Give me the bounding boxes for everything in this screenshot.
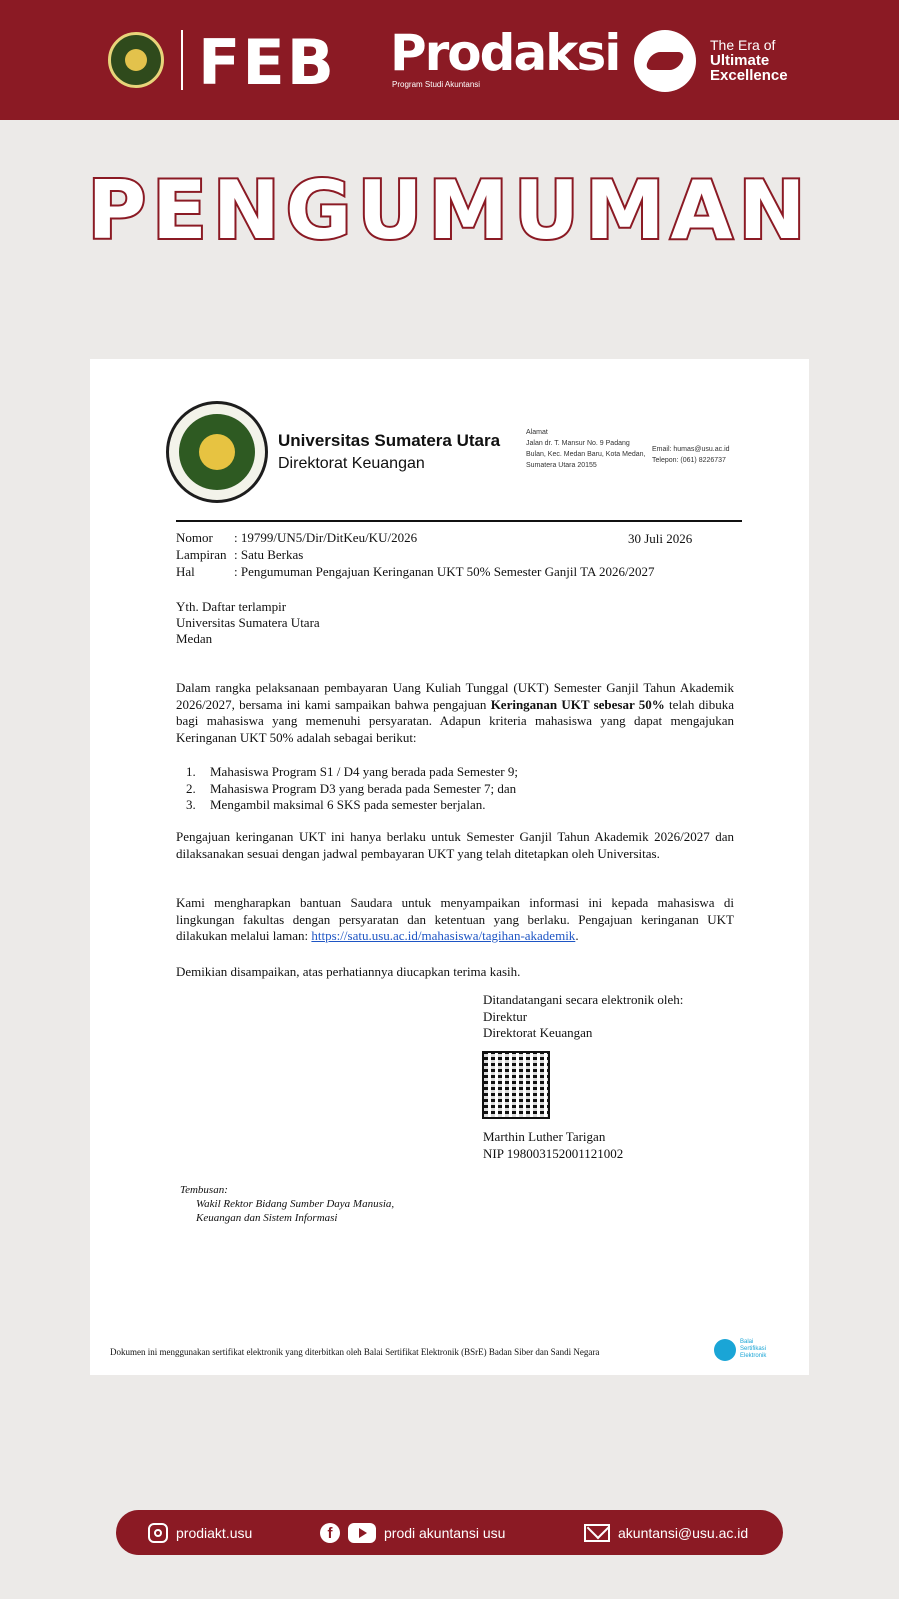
- header-rule: [176, 520, 742, 522]
- meta-hal: [176, 564, 655, 580]
- list-text: Mahasiswa Program S1 / D4 yang berada pada Semester 9;: [210, 764, 518, 779]
- mail-icon: [584, 1524, 610, 1542]
- list-item: [186, 781, 518, 798]
- email-contact[interactable]: [584, 1510, 748, 1555]
- list-item: [186, 764, 518, 781]
- tagihan-link[interactable]: https://satu.usu.ac.id/mahasiswa/tagihan-akademik: [311, 928, 576, 943]
- faculty-logo: FEB: [198, 26, 336, 99]
- era-hand-icon: [634, 30, 696, 92]
- recipient-line-2: Universitas Sumatera Utara: [176, 615, 320, 630]
- copy-recipients: [180, 1183, 394, 1225]
- cc-line-2: Keuangan dan Sistem Informasi: [196, 1212, 338, 1224]
- youtube-icon: [348, 1523, 376, 1543]
- social-handle: prodi akuntansi usu: [384, 1524, 506, 1541]
- cc-line-1: Wakil Rektor Bidang Sumber Daya Manusia,: [196, 1198, 395, 1210]
- signature-block: [483, 992, 683, 1042]
- era-line-3: Excellence: [710, 67, 788, 84]
- recipient-line-3: Medan: [176, 631, 213, 646]
- request-text-a: Kami mengharapkan bantuan Saudara untuk menyampaikan informasi ini kepada mahasiswa di lingkungan fakultas dengan persyaratan dan ketentuan yang berlaku. Pengajuan keringanan UKT dilakukan melalui laman:: [176, 895, 734, 943]
- signer-name: Marthin Luther Tarigan: [483, 1129, 606, 1144]
- recipient-line-1: Yth. Daftar terlampir: [176, 599, 287, 614]
- instagram-icon: [148, 1523, 168, 1543]
- list-item: [186, 797, 518, 814]
- nomor-value: : 19799/UN5/Dir/DitKeu/KU/2026: [234, 530, 418, 545]
- intro-text-b: telah dibuka bagi mahasiswa yang memenuhi persyaratan. Adapun kriteria mahasiswa yang dapat mengajukan Keringanan UKT 50% adalah sebagai berikut:: [176, 696, 734, 745]
- paragraph-request: [176, 895, 734, 945]
- bsre-line-3: Elektronik: [740, 1353, 767, 1359]
- list-number: 2.: [186, 780, 196, 796]
- intro-bold: Keringanan UKT sebesar 50%: [490, 696, 665, 712]
- era-tagline: [710, 38, 788, 83]
- hal-value: : Pengumuman Pengajuan Keringanan UKT 50% Semester Ganjil TA 2026/2027: [234, 564, 655, 579]
- program-subtitle: Program Studi Akuntansi: [392, 80, 481, 89]
- bsre-label: [740, 1339, 766, 1360]
- address-text: Jalan dr. T. Mansur No. 9 Padang Bulan, Kec. Medan Baru, Kota Medan, Sumatera Utara 20155: [526, 440, 646, 469]
- address-block: [526, 427, 646, 471]
- recipient-block: [176, 599, 320, 647]
- university-seal-icon: [166, 401, 268, 503]
- paragraph-validity: Pengajuan keringanan UKT ini hanya berlaku untuk Semester Ganjil Tahun Akademik 2026/2027 dan dilaksanakan sesuai dengan jadwal pembayaran UKT yang telah ditetapkan oleh Universitas.: [176, 829, 734, 861]
- address-label: Alamat: [526, 429, 548, 436]
- instagram-handle: prodiakt.usu: [176, 1524, 253, 1541]
- meta-nomor: [176, 530, 417, 546]
- usu-seal-icon: [108, 32, 164, 88]
- certificate-note: Dokumen ini menggunakan sertifikat elektronik yang diterbitkan oleh Balai Sertifikat Elektronik (BSrE) Badan Siber dan Sandi Negara: [110, 1347, 600, 1357]
- program-logo: Prodaksi: [390, 24, 620, 82]
- list-text: Mahasiswa Program D3 yang berada pada Semester 7; dan: [210, 780, 517, 796]
- top-banner: [0, 0, 899, 120]
- institution-name: Universitas Sumatera Utara: [278, 431, 501, 450]
- social-contact[interactable]: [320, 1510, 505, 1555]
- lampiran-value: : Satu Berkas: [234, 547, 304, 562]
- qr-code-icon: [482, 1051, 550, 1119]
- letter-date: 30 Juli 2026: [628, 531, 693, 546]
- era-line-1: The Era of: [710, 37, 776, 53]
- contact-phone: Telepon: (061) 8226737: [652, 457, 726, 464]
- intro-text-a: Dalam rangka pelaksanaan pembayaran Uang Kuliah Tunggal (UKT) Semester Ganjil Tahun Akademik 2026/2027, bersama ini kami sampaikan bahwa pengajuan: [176, 680, 734, 712]
- page-title: PENGUMUMAN: [87, 164, 812, 257]
- sign-line-3: Direktorat Keuangan: [483, 1025, 593, 1040]
- bsre-logo-icon: [714, 1339, 736, 1361]
- criteria-list: [186, 764, 518, 814]
- cc-label: Tembusan:: [180, 1184, 228, 1196]
- signer-nip: NIP 198003152001121002: [483, 1145, 624, 1161]
- list-number: 3.: [186, 797, 196, 812]
- list-number: 1.: [186, 764, 196, 779]
- divider: [181, 30, 183, 90]
- paragraph-intro: [176, 680, 734, 746]
- email-address: akuntansi@usu.ac.id: [618, 1524, 749, 1541]
- facebook-icon: f: [320, 1523, 340, 1543]
- instagram-contact[interactable]: [148, 1510, 252, 1555]
- announcement-letter: [90, 359, 809, 1375]
- sign-line-2: Direktur: [483, 1008, 528, 1024]
- lampiran-label: Lampiran: [176, 547, 227, 562]
- list-text: Mengambil maksimal 6 SKS pada semester berjalan.: [210, 797, 486, 812]
- request-text-b: .: [575, 928, 579, 943]
- nomor-label: Nomor: [176, 530, 213, 545]
- meta-lampiran: [176, 547, 303, 563]
- paragraph-closing: Demikian disampaikan, atas perhatiannya diucapkan terima kasih.: [176, 964, 521, 979]
- sign-line-1: Ditandatangani secara elektronik oleh:: [483, 992, 684, 1007]
- signer-block: [483, 1129, 623, 1162]
- contact-email: Email: humas@usu.ac.id: [652, 446, 730, 453]
- bsre-line-1: Balai: [740, 1339, 754, 1345]
- hal-label: Hal: [176, 564, 195, 579]
- era-line-2: Ultimate: [710, 52, 770, 69]
- bsre-line-2: Sertifikasi: [740, 1346, 767, 1352]
- contact-block: [652, 444, 730, 466]
- directorate-name: Direktorat Keuangan: [278, 455, 425, 472]
- contact-footer: [116, 1510, 783, 1555]
